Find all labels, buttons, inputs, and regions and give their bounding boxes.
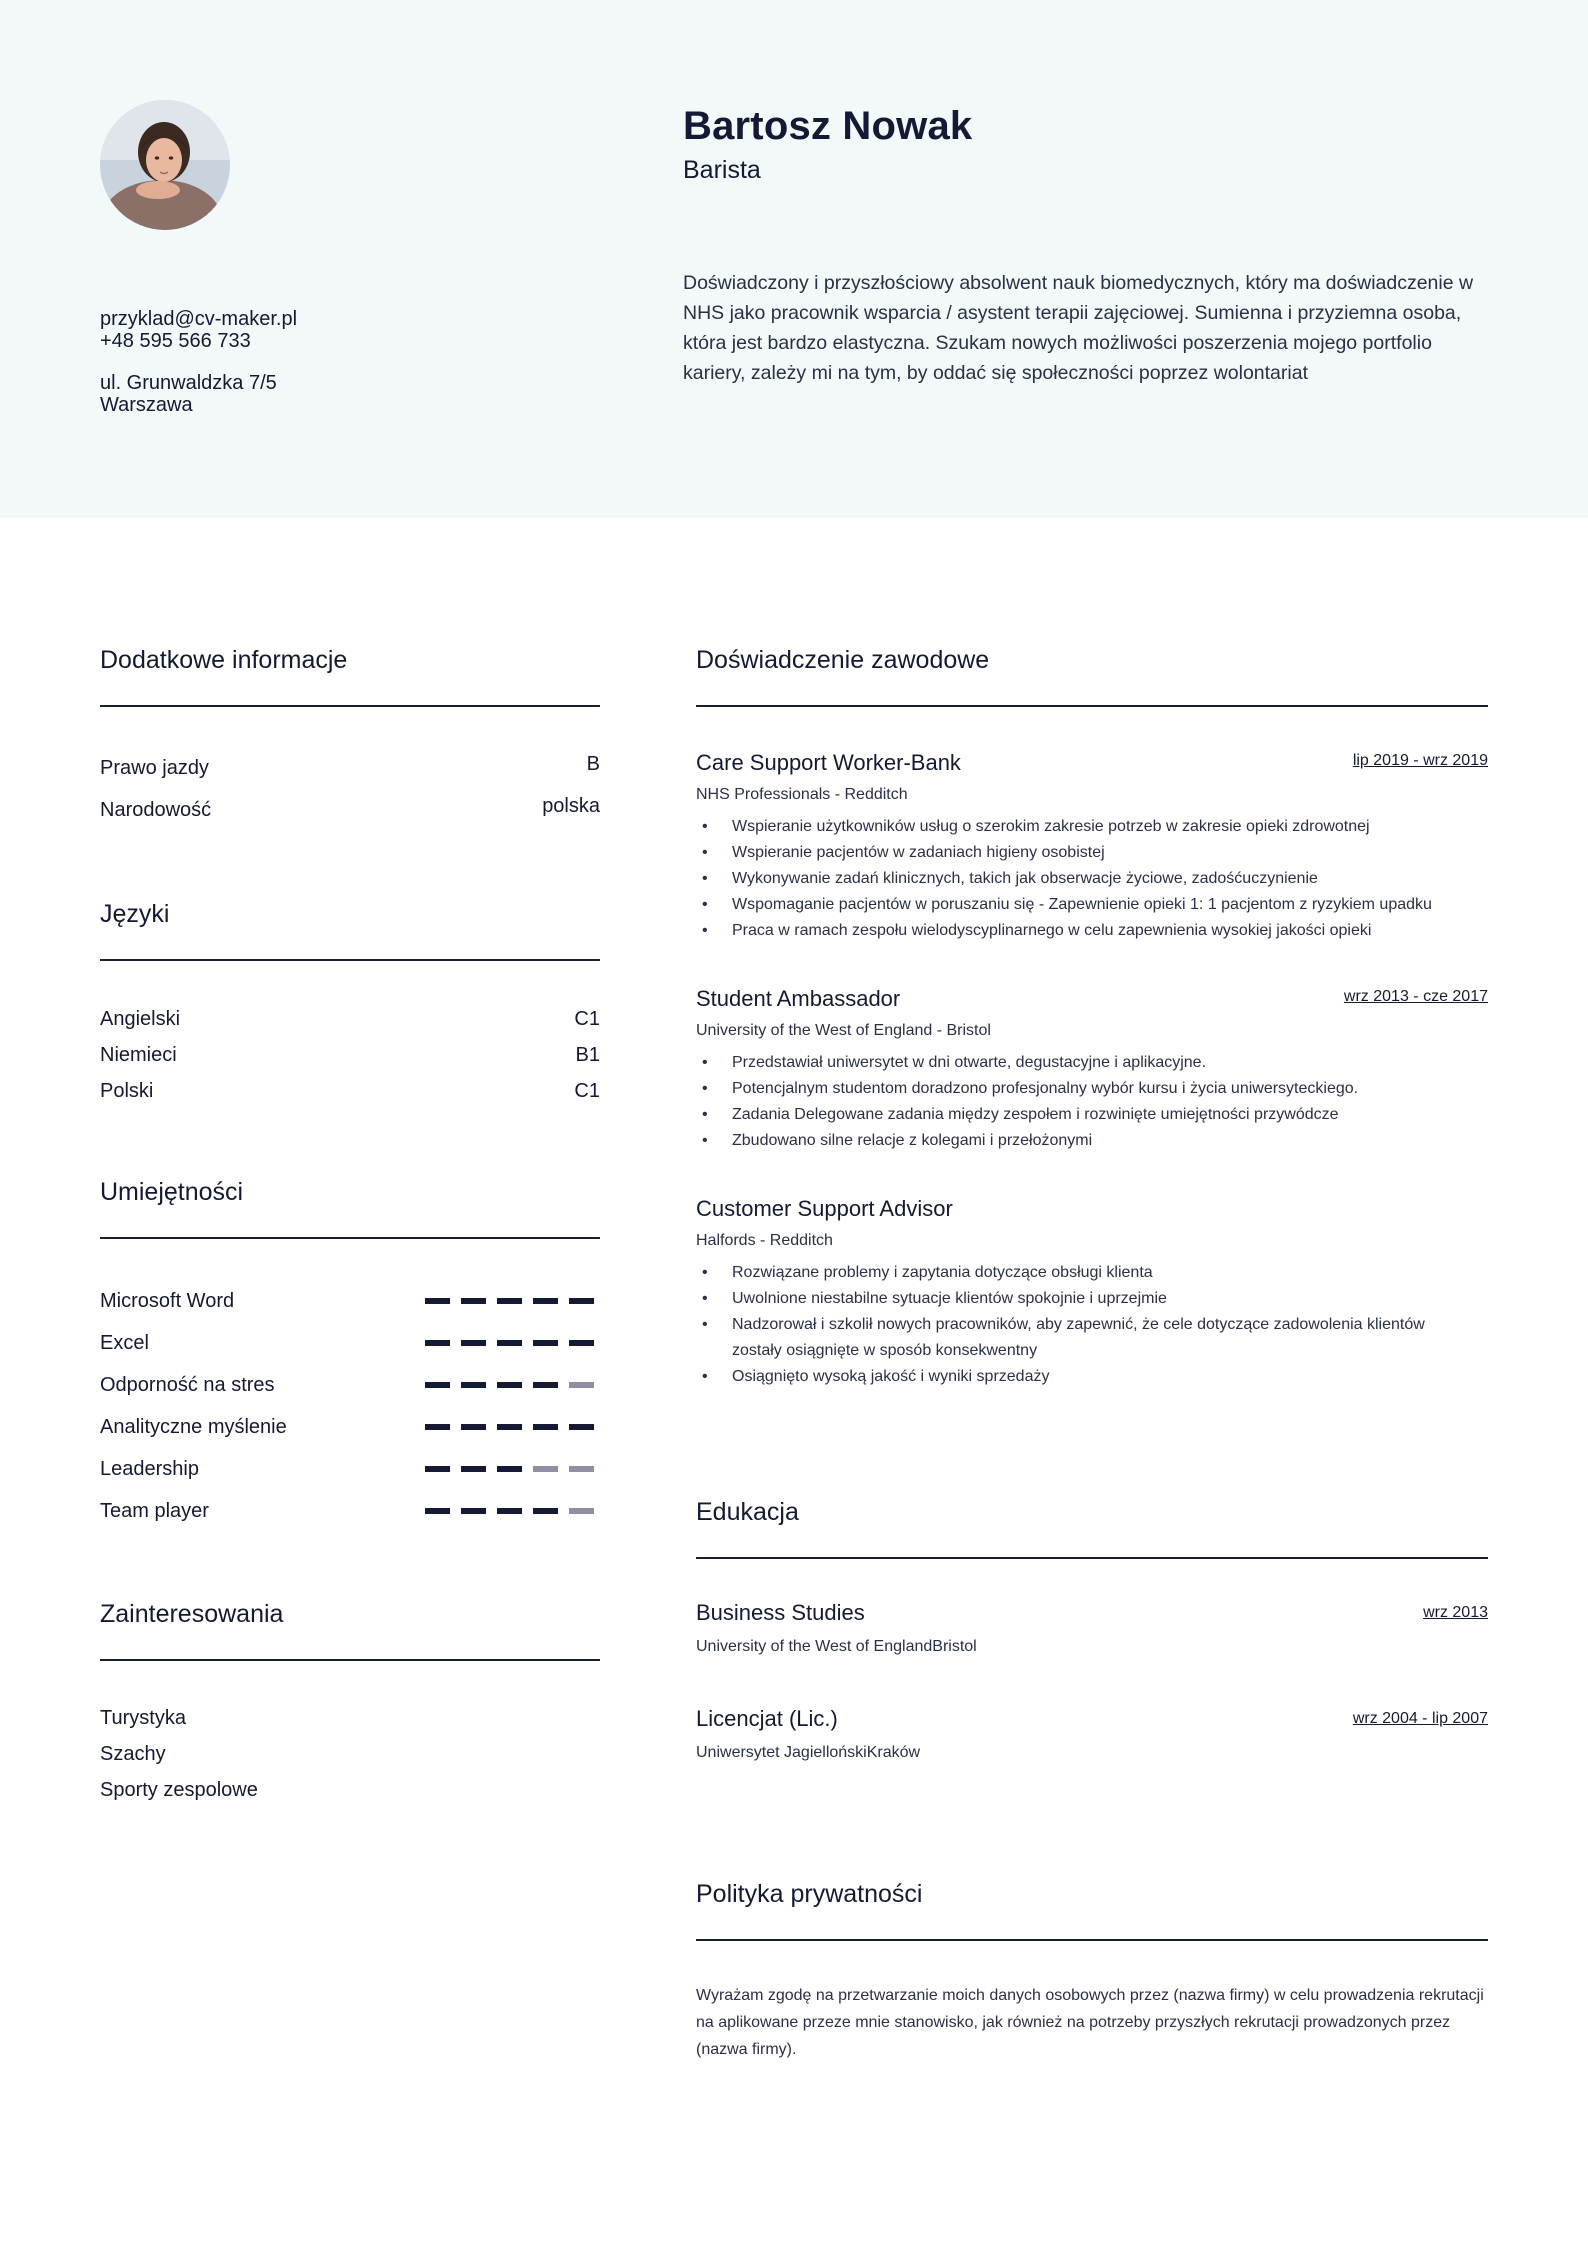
interest-item: Turystyka	[100, 1707, 186, 1729]
section-title-additional: Dodatkowe informacje	[100, 646, 348, 674]
section-divider	[100, 959, 600, 961]
skill-level-bar-filled	[533, 1340, 558, 1346]
experience-company: NHS Professionals - Redditch	[696, 786, 908, 803]
info-label: Prawo jazdy	[100, 757, 209, 779]
skill-level-meter	[425, 1340, 594, 1346]
skill-level-meter	[425, 1382, 594, 1388]
education-school: University of the West of EnglandBristol	[696, 1638, 977, 1655]
bullet-item: • Praca w ramach zespołu wielodyscyplinarnego w celu zapewnienia wysokiej jakości opieki	[696, 918, 1488, 944]
section-divider	[100, 1237, 600, 1239]
bullet-item: • Wspomaganie pacjentów w poruszaniu się - Zapewnienie opieki 1: 1 pacjentom z ryzykiem upadku	[696, 892, 1488, 918]
skill-level-bar-filled	[425, 1424, 450, 1430]
language-name: Niemieci	[100, 1044, 177, 1066]
section-title-skills: Umiejętności	[100, 1178, 244, 1206]
skill-level-bar-filled	[461, 1340, 486, 1346]
interest-item: Szachy	[100, 1743, 166, 1765]
interest-item: Sporty zespolowe	[100, 1779, 258, 1801]
experience-title: Customer Support Advisor	[696, 1196, 953, 1221]
experience-bullets	[696, 1260, 1488, 1390]
skill-level-bar-empty	[533, 1466, 558, 1472]
section-title-experience: Doświadczenie zawodowe	[696, 646, 990, 674]
education-title: Business Studies	[696, 1600, 865, 1625]
privacy-text: Wyrażam zgodę na przetwarzanie moich danych osobowych przez (nazwa firmy) w celu prowadzenia rekrutacji na aplikowane przeze mnie stanowisko, jak również na potrzeby przyszłych rekrutacji prowadzonych przez (nazwa firmy).	[696, 1987, 1484, 2058]
section-divider	[100, 705, 600, 707]
skill-level-bar-filled	[461, 1424, 486, 1430]
phone-text[interactable]: +48 595 566 733	[100, 330, 251, 352]
experience-title: Care Support Worker-Bank	[696, 750, 961, 775]
skill-level-bar-filled	[425, 1298, 450, 1304]
profile-photo-image	[100, 100, 230, 230]
info-value: polska	[542, 795, 600, 817]
bullet-item: • Zadania Delegowane zadania między zespołem i rozwinięte umiejętności przywódcze	[696, 1102, 1488, 1128]
skill-level-bar-filled	[497, 1340, 522, 1346]
education-title: Licencjat (Lic.)	[696, 1706, 838, 1731]
skill-name: Analityczne myślenie	[100, 1416, 287, 1438]
skill-level-bar-filled	[497, 1424, 522, 1430]
skill-level-bar-filled	[533, 1424, 558, 1430]
skill-level-bar-filled	[425, 1508, 450, 1514]
profile-summary: Doświadczony i przyszłościowy absolwent nauk biomedycznych, który ma doświadczenie w NHS jako pracownik wsparcia / asystent terapii zajęciowej. Sumienna i przyziemna osoba, która jest bardzo elastyczna. Szukam nowych możliwości poszerzenia mojego portfolio kariery, zależy mi na tym, by oddać się społeczności poprzez wolontariat	[683, 272, 1474, 384]
experience-company: Halfords - Redditch	[696, 1232, 833, 1249]
language-level: B1	[575, 1044, 600, 1066]
skill-level-bar-filled	[461, 1466, 486, 1472]
education-school: Uniwersytet JagiellońskiKraków	[696, 1744, 921, 1761]
skill-level-bar-filled	[461, 1382, 486, 1388]
skill-level-bar-filled	[425, 1382, 450, 1388]
bullet-item: • Wspieranie pacjentów w zadaniach higieny osobistej	[696, 840, 1488, 866]
skill-level-bar-filled	[497, 1382, 522, 1388]
info-label: Narodowość	[100, 799, 212, 821]
section-title-interests: Zainteresowania	[100, 1600, 284, 1628]
language-name: Angielski	[100, 1008, 181, 1030]
skill-name: Microsoft Word	[100, 1290, 235, 1312]
section-divider	[696, 1557, 1488, 1559]
section-divider	[696, 705, 1488, 707]
skill-level-bar-empty	[569, 1466, 594, 1472]
skill-level-bar-filled	[533, 1508, 558, 1514]
skill-level-bar-empty	[569, 1508, 594, 1514]
skill-level-bar-filled	[425, 1466, 450, 1472]
bullet-item: • Uwolnione niestabilne sytuacje klientów spokojnie i uprzejmie	[696, 1286, 1488, 1312]
email-text[interactable]: przyklad@cv-maker.pl	[100, 308, 298, 330]
experience-bullets	[696, 1050, 1488, 1154]
experience-bullets	[696, 814, 1488, 944]
skill-level-bar-filled	[497, 1466, 522, 1472]
bullet-item: • Zbudowano silne relacje z kolegami i przełożonymi	[696, 1128, 1488, 1154]
experience-date: lip 2019 - wrz 2019	[1352, 752, 1488, 769]
skill-level-bar-filled	[569, 1298, 594, 1304]
experience-title: Student Ambassador	[696, 986, 901, 1011]
skill-level-bar-filled	[461, 1508, 486, 1514]
language-level: C1	[574, 1008, 600, 1030]
bullet-item: • Potencjalnym studentom doradzono profesjonalny wybór kursu i życia uniwersyteckiego.	[696, 1076, 1488, 1102]
skill-level-meter	[425, 1466, 594, 1472]
education-date: wrz 2013	[1423, 1604, 1488, 1621]
skill-level-bar-filled	[497, 1298, 522, 1304]
skill-name: Leadership	[100, 1458, 199, 1480]
skill-level-bar-empty	[569, 1382, 594, 1388]
contact-block	[100, 308, 297, 416]
section-title-education: Edukacja	[696, 1498, 799, 1526]
skill-name: Team player	[100, 1500, 209, 1522]
section-title-privacy: Polityka prywatności	[696, 1880, 923, 1908]
section-divider	[100, 1659, 600, 1661]
language-name: Polski	[100, 1080, 154, 1102]
address-line-2: Warszawa	[100, 394, 193, 416]
bullet-item: • Nadzorował i szkolił nowych pracowników, aby zapewnić, że cele dotyczące zadowolenia klientów zostały osiągnięte w sposób konsekwentny	[696, 1312, 1488, 1364]
skill-level-bar-filled	[497, 1508, 522, 1514]
experience-date: wrz 2013 - cze 2017	[1343, 988, 1488, 1005]
cv-header	[0, 0, 1588, 518]
bullet-item: • Wspieranie użytkowników usług o szerokim zakresie potrzeb w zakresie opieki zdrowotnej	[696, 814, 1488, 840]
profile-photo	[100, 100, 230, 230]
skill-name: Excel	[100, 1332, 149, 1354]
info-value: B	[586, 753, 600, 775]
skill-level-bar-filled	[533, 1382, 558, 1388]
bullet-item: • Wykonywanie zadań klinicznych, takich jak obserwacje życiowe, zadośćuczynienie	[696, 866, 1488, 892]
candidate-name: Bartosz Nowak	[683, 104, 973, 148]
skill-level-bar-filled	[461, 1298, 486, 1304]
education-date: wrz 2004 - lip 2007	[1352, 1710, 1488, 1727]
bullet-item: • Przedstawiał uniwersytet w dni otwarte, degustacyjne i aplikacyjne.	[696, 1050, 1488, 1076]
skill-level-bar-filled	[569, 1340, 594, 1346]
language-level: C1	[574, 1080, 600, 1102]
skill-level-bar-filled	[425, 1340, 450, 1346]
skill-name: Odporność na stres	[100, 1374, 275, 1396]
bullet-item: • Osiągnięto wysoką jakość i wyniki sprzedaży	[696, 1364, 1488, 1390]
section-title-languages: Języki	[100, 900, 170, 928]
skill-level-meter	[425, 1508, 594, 1514]
skill-level-meter	[425, 1424, 594, 1430]
experience-company: University of the West of England - Bristol	[696, 1022, 991, 1039]
skill-level-meter	[425, 1298, 594, 1304]
candidate-job-title: Barista	[683, 156, 761, 184]
address-line-1: ul. Grunwaldzka 7/5	[100, 372, 277, 394]
skill-level-bar-filled	[533, 1298, 558, 1304]
bullet-item: • Rozwiązane problemy i zapytania dotyczące obsługi klienta	[696, 1260, 1488, 1286]
section-divider	[696, 1939, 1488, 1941]
skill-level-bar-filled	[569, 1424, 594, 1430]
